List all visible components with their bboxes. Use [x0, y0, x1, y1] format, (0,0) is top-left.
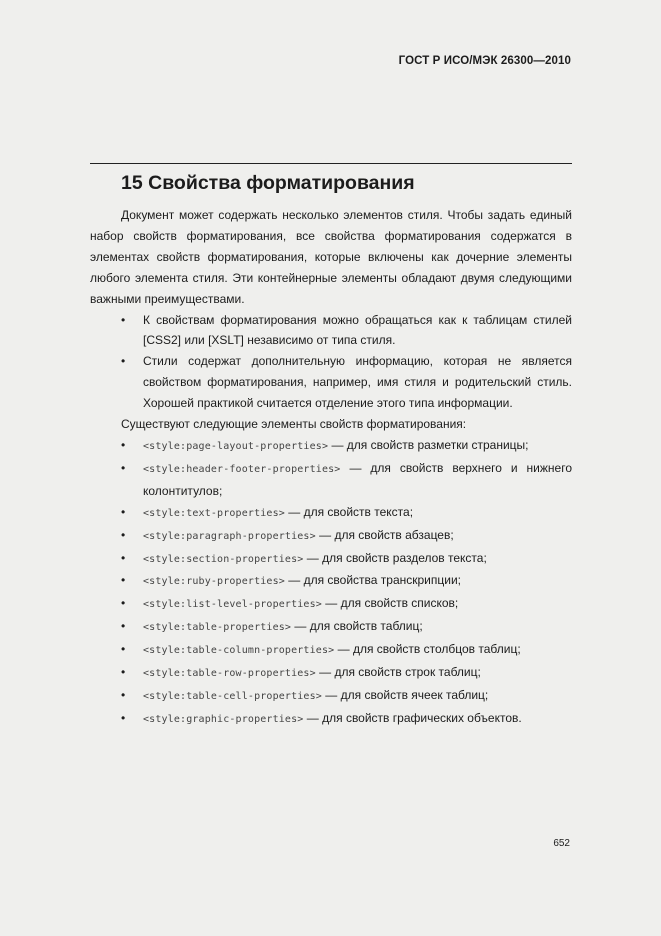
bullet-icon: •	[121, 312, 126, 327]
list-item-text: К свойствам форматирования можно обращаться как к таблицам стилей [CSS2] или [XSLT] независимо от типа стиля.	[143, 312, 572, 348]
element-tag: <style:graphic-properties>	[143, 713, 304, 725]
list-item	[90, 708, 572, 731]
bullet-icon: •	[121, 573, 126, 588]
element-tag: <style:header-footer-properties>	[143, 463, 341, 475]
list-item	[90, 435, 572, 458]
intro-paragraph: Документ может содержать несколько элементов стиля. Чтобы задать единый набор свойств форматирования, все свойства форматирования содержатся в элементах свойств форматирования, которые включены как дочерние элементы любого элемента стиля. Эти контейнерные элементы обладают двумя следующими важными преимуществами.	[90, 208, 572, 306]
section-heading: 15 Свойства форматирования	[121, 172, 415, 194]
list-item	[90, 502, 572, 525]
element-tag: <style:table-properties>	[143, 622, 292, 634]
bullet-icon: •	[121, 437, 126, 452]
list-item	[90, 662, 572, 685]
element-tag: <style:table-row-properties>	[143, 668, 316, 680]
elements-list	[90, 435, 572, 731]
element-tag: <style:section-properties>	[143, 553, 304, 565]
bullet-icon: •	[121, 354, 126, 369]
element-tag: <style:list-level-properties>	[143, 599, 322, 611]
element-tag: <style:ruby-properties>	[143, 576, 285, 588]
document-code-header: ГОСТ Р ИСО/МЭК 26300—2010	[398, 55, 571, 67]
list-item	[90, 616, 572, 639]
element-description: — для свойств текста;	[284, 504, 414, 519]
list-item	[90, 351, 572, 414]
element-description: — для свойства транскрипции;	[284, 573, 461, 588]
element-description: — для свойств абзацев;	[315, 527, 454, 542]
elements-lead-paragraph: Существуют следующие элементы свойств форматирования:	[121, 417, 467, 432]
bullet-icon: •	[121, 710, 126, 725]
header-rule	[90, 163, 572, 164]
element-tag: <style:page-layout-properties>	[143, 440, 329, 452]
bullet-icon: •	[121, 619, 126, 634]
element-tag: <style:paragraph-properties>	[143, 530, 316, 542]
bullet-icon: •	[121, 550, 126, 565]
list-item	[90, 310, 572, 352]
bullet-icon: •	[121, 596, 126, 611]
page-number: 652	[553, 838, 570, 849]
list-item	[90, 458, 572, 502]
list-item	[90, 685, 572, 708]
element-tag: <style:table-column-properties>	[143, 645, 335, 657]
element-description: — для свойств ячеек таблиц;	[321, 687, 489, 702]
element-description: — для свойств столбцов таблиц;	[334, 642, 521, 657]
bullet-icon: •	[121, 687, 126, 702]
list-item-text: Стили содержат дополнительную информацию, которая не является свойством форматирования, например, имя стиля и родительский стиль. Хорошей практикой считается отделение этого типа информации.	[143, 354, 572, 411]
list-item	[90, 525, 572, 548]
list-item	[90, 639, 572, 662]
list-item	[90, 593, 572, 616]
bullet-icon: •	[121, 665, 126, 680]
bullet-icon: •	[121, 460, 126, 475]
element-description: — для свойств строк таблиц;	[315, 665, 481, 680]
element-description: — для свойств списков;	[321, 596, 459, 611]
element-description: — для свойств разметки страницы;	[328, 437, 529, 452]
advantages-list	[90, 310, 572, 415]
element-description: — для свойств верхнего и нижнего колонтитулов;	[143, 460, 572, 498]
element-tag: <style:table-cell-properties>	[143, 690, 322, 702]
list-item	[90, 548, 572, 571]
element-description: — для свойств разделов текста;	[303, 550, 487, 565]
bullet-icon: •	[121, 527, 126, 542]
body-text	[90, 205, 572, 731]
list-item	[90, 570, 572, 593]
element-description: — для свойств таблиц;	[291, 619, 423, 634]
element-description: — для свойств графических объектов.	[303, 710, 522, 725]
bullet-icon: •	[121, 504, 126, 519]
bullet-icon: •	[121, 642, 126, 657]
element-tag: <style:text-properties>	[143, 507, 285, 519]
